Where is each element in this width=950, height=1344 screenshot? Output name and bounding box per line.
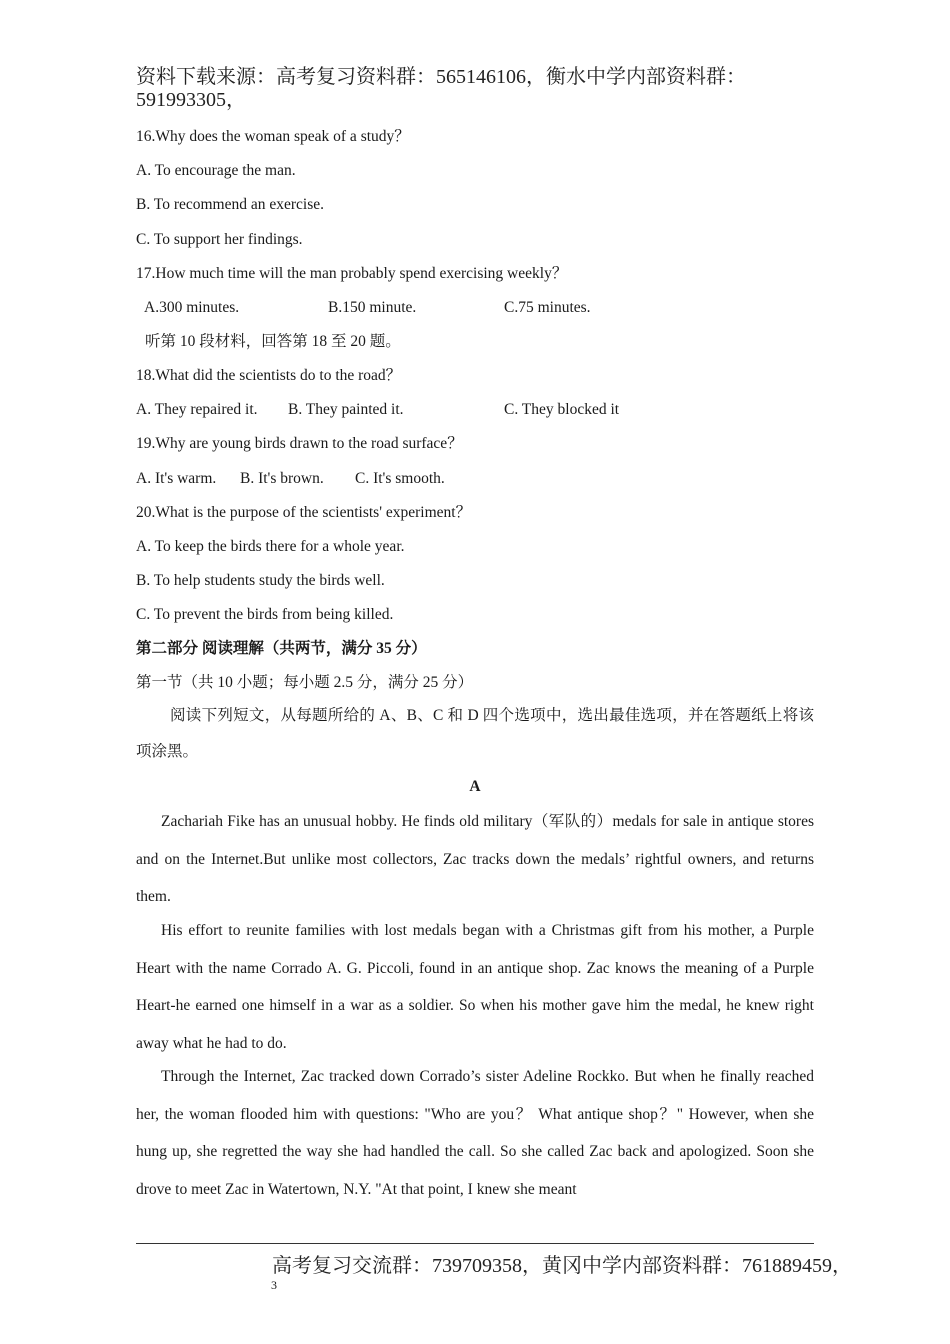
question-19-options: [136, 469, 814, 489]
footer-divider: [136, 1243, 814, 1244]
section-10-instruction: 听第 10 段材料，回答第 18 至 20 题。: [145, 333, 401, 350]
question-17-stem: 17.How much time will the man probably spend exercising weekly？: [136, 265, 568, 282]
section-1-heading: 第一节（共 10 小题；每小题 2.5 分，满分 25 分）: [136, 674, 474, 691]
question-17-option-b: B.150 minute.: [328, 299, 417, 316]
question-18-option-a: A. They repaired it.: [136, 401, 258, 418]
question-18-stem: 18.What did the scientists do to the road？: [136, 367, 402, 384]
question-19-option-b: B. It's brown.: [240, 470, 324, 487]
question-17-option-a: A.300 minutes.: [144, 299, 240, 316]
question-20-option-b: B. To help students study the birds well.: [136, 572, 385, 589]
question-18-options: [136, 400, 814, 420]
passage-paragraph-3: Through the Internet, Zac tracked down Corrado’s sister Adeline Rockko. But when he finally reached her, the woman flooded him with questions: "Who are you？ What antique shop？" However, when she hung up, she regretted the way she had handled the call. So she called Zac back and apologized. Soon she drove to meet Zac in Watertown, N.Y. "At that point, I knew she meant: [136, 1068, 814, 1198]
question-19-option-c: C. It's smooth.: [355, 470, 445, 487]
question-17-options: [136, 298, 814, 318]
question-18-option-c: C. They blocked it: [504, 401, 620, 418]
question-18-option-b: B. They painted it.: [288, 401, 404, 418]
question-20-option-c: C. To prevent the birds from being killed.: [136, 606, 394, 623]
question-16-stem: 16.Why does the woman speak of a study？: [136, 128, 410, 145]
header-source-text: 资料下载来源：高考复习资料群：565146106，衡水中学内部资料群：591993305，: [136, 66, 746, 111]
passage-label: A: [469, 778, 481, 795]
question-19-option-a: A. It's warm.: [136, 470, 217, 487]
question-16-option-c: C. To support her findings.: [136, 231, 303, 248]
page-number: 3: [271, 1278, 277, 1292]
question-19-stem: 19.Why are young birds drawn to the road surface？: [136, 435, 463, 452]
question-20-option-a: A. To keep the birds there for a whole year.: [136, 538, 405, 555]
reading-instruction: 阅读下列短文，从每题所给的 A、B、C 和 D 四个选项中，选出最佳选项，并在答题纸上将该项涂黑。: [136, 707, 814, 760]
question-20-stem: 20.What is the purpose of the scientists' experiment？: [136, 504, 472, 521]
footer-group-text: 高考复习交流群：739709358，黄冈中学内部资料群：761889459，: [272, 1255, 852, 1277]
passage-paragraph-2: His effort to reunite families with lost medals began with a Christmas gift from his mother, a Purple Heart with the name Corrado A. G. Piccoli, found in an antique shop. Zac knows the meaning of a Purple Heart-he earned one himself in a war as a soldier. So when his mother gave him the medal, he knew right away what he had to do.: [136, 922, 814, 1052]
question-16-option-a: A. To encourage the man.: [136, 162, 296, 179]
part-2-title: 第二部分 阅读理解（共两节，满分 35 分）: [136, 640, 427, 657]
passage-paragraph-1: Zachariah Fike has an unusual hobby. He finds old military（军队的）medals for sale in antique stores and on the Internet.But unlike most collectors, Zac tracks down the medals’ rightful owners, and returns them.: [136, 813, 814, 905]
question-16-option-b: B. To recommend an exercise.: [136, 196, 325, 213]
question-17-option-c: C.75 minutes.: [504, 299, 591, 316]
